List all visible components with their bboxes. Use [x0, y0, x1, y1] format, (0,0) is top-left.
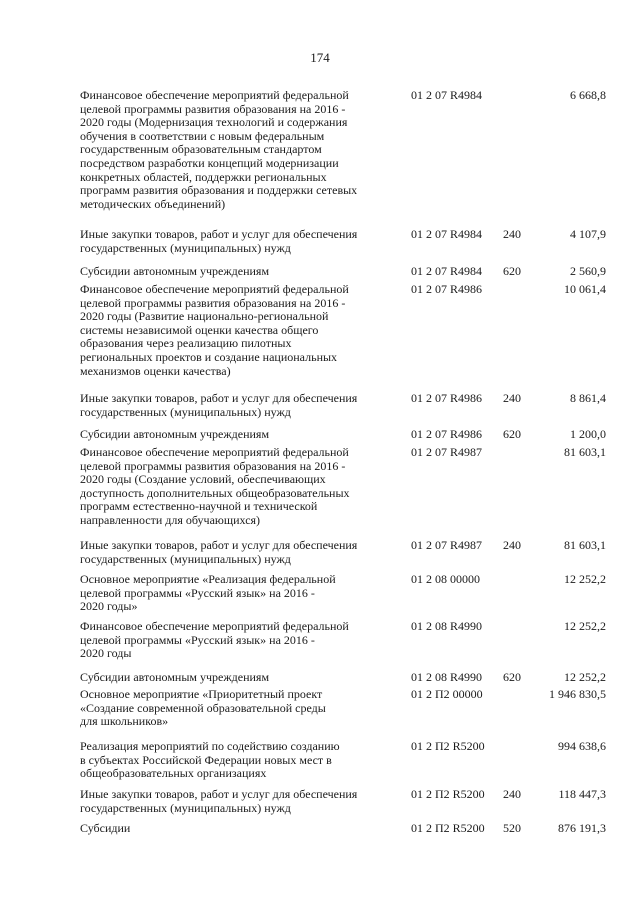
- description-line: доступность дополнительных общеобразовательных: [80, 485, 350, 500]
- row-amount: 1 946 830,5: [549, 687, 606, 701]
- description-line: государственных (муниципальных) нужд: [80, 240, 291, 255]
- description-line: «Создание современной образовательной среды: [80, 700, 326, 715]
- description-line: региональных проектов и создание национальных: [80, 349, 338, 364]
- row-description: [80, 428, 398, 442]
- description-line: образования через реализацию пилотных: [80, 336, 292, 351]
- row-amount: 994 638,6: [558, 739, 606, 753]
- description-line: программ развития образования и поддержки сетевых: [80, 183, 358, 198]
- description-line: государственным образовательным стандартом: [80, 142, 322, 157]
- row-description: [80, 788, 398, 815]
- description-line: направленности для обучающихся): [80, 512, 261, 527]
- row-description: [80, 740, 398, 781]
- row-description: [80, 822, 398, 836]
- row-description: [80, 89, 398, 211]
- description-line: общеобразовательных организациях: [80, 766, 267, 781]
- row-description: [80, 283, 398, 378]
- row-description: [80, 688, 398, 729]
- row-expense-type: 620: [503, 427, 521, 441]
- description-line: посредством разработки концепций модернизации: [80, 155, 339, 170]
- row-description: [80, 620, 398, 661]
- description-line: 2020 годы (Развитие национально-региональной: [80, 309, 329, 324]
- row-expense-type: 620: [503, 264, 521, 278]
- row-target-code: 01 2 07 R4986: [411, 282, 483, 296]
- row-amount: 2 560,9: [570, 264, 606, 278]
- description-line: государственных (муниципальных) нужд: [80, 404, 291, 419]
- row-target-code: 01 2 07 R4986: [411, 427, 483, 441]
- row-amount: 8 861,4: [570, 391, 606, 405]
- row-description: [80, 228, 398, 255]
- description-line: целевой программы развития образования на 2016 -: [80, 458, 346, 473]
- row-expense-type: 620: [503, 670, 521, 684]
- row-description: [80, 573, 398, 614]
- description-line: Субсидии: [80, 821, 131, 835]
- row-target-code: 01 2 07 R4984: [411, 88, 483, 102]
- row-description: [80, 539, 398, 566]
- description-line: методических объединений): [80, 196, 226, 211]
- row-amount: 10 061,4: [564, 282, 606, 296]
- row-expense-type: 520: [503, 821, 521, 835]
- row-target-code: 01 2 П2 R5200: [411, 787, 485, 801]
- row-description: [80, 392, 398, 419]
- description-line: Иные закупки товаров, работ и услуг для обеспечения: [80, 391, 358, 405]
- description-line: механизмов оценки качества): [80, 363, 231, 378]
- description-line: обучения в соответствии с новым федеральным: [80, 128, 325, 143]
- description-line: Основное мероприятие «Реализация федеральной: [80, 572, 336, 586]
- description-line: Субсидии автономным учреждениям: [80, 670, 270, 684]
- row-amount: 876 191,3: [558, 821, 606, 835]
- row-amount: 6 668,8: [570, 88, 606, 102]
- row-amount: 12 252,2: [564, 572, 606, 586]
- row-target-code: 01 2 08 R4990: [411, 670, 483, 684]
- description-line: Финансовое обеспечение мероприятий федеральной: [80, 88, 349, 102]
- description-line: конкретных областей, поддержки региональных: [80, 169, 327, 184]
- description-line: целевой программы «Русский язык» на 2016 -: [80, 585, 315, 600]
- description-line: целевой программы развития образования на 2016 -: [80, 101, 346, 116]
- description-line: целевой программы «Русский язык» на 2016 -: [80, 632, 315, 647]
- row-target-code: 01 2 П2 00000: [411, 687, 483, 701]
- description-line: Финансовое обеспечение мероприятий федеральной: [80, 445, 349, 459]
- row-target-code: 01 2 08 R4990: [411, 619, 483, 633]
- row-target-code: 01 2 07 R4984: [411, 227, 483, 241]
- row-amount: 81 603,1: [564, 445, 606, 459]
- row-expense-type: 240: [503, 538, 521, 552]
- row-amount: 4 107,9: [570, 227, 606, 241]
- description-line: целевой программы развития образования на 2016 -: [80, 295, 346, 310]
- row-amount: 81 603,1: [564, 538, 606, 552]
- row-description: [80, 671, 398, 685]
- row-amount: 12 252,2: [564, 619, 606, 633]
- description-line: Иные закупки товаров, работ и услуг для обеспечения: [80, 227, 358, 241]
- row-expense-type: 240: [503, 787, 521, 801]
- description-line: государственных (муниципальных) нужд: [80, 551, 291, 566]
- row-target-code: 01 2 07 R4987: [411, 445, 483, 459]
- row-target-code: 01 2 08 00000: [411, 572, 480, 586]
- row-amount: 12 252,2: [564, 670, 606, 684]
- description-line: Финансовое обеспечение мероприятий федеральной: [80, 619, 349, 633]
- description-line: Субсидии автономным учреждениям: [80, 264, 270, 278]
- row-description: [80, 446, 398, 528]
- row-expense-type: 240: [503, 391, 521, 405]
- row-expense-type: 240: [503, 227, 521, 241]
- row-description: [80, 265, 398, 279]
- description-line: 2020 годы (Модернизация технологий и содержания: [80, 115, 348, 130]
- description-line: Финансовое обеспечение мероприятий федеральной: [80, 282, 349, 296]
- description-line: 2020 годы»: [80, 599, 138, 614]
- page-number: 174: [310, 50, 330, 65]
- description-line: 2020 годы: [80, 646, 132, 661]
- description-line: в субъектах Российской Федерации новых мест в: [80, 752, 332, 767]
- row-target-code: 01 2 07 R4984: [411, 264, 483, 278]
- row-amount: 118 447,3: [558, 787, 606, 801]
- description-line: 2020 годы (Создание условий, обеспечивающих: [80, 472, 326, 487]
- description-line: для школьников»: [80, 714, 169, 729]
- row-target-code: 01 2 07 R4987: [411, 538, 483, 552]
- row-target-code: 01 2 П2 R5200: [411, 739, 485, 753]
- description-line: системы независимой оценки качества общего: [80, 322, 319, 337]
- row-target-code: 01 2 П2 R5200: [411, 821, 485, 835]
- description-line: Реализация мероприятий по содействию созданию: [80, 739, 340, 753]
- description-line: Субсидии автономным учреждениям: [80, 427, 270, 441]
- description-line: Иные закупки товаров, работ и услуг для обеспечения: [80, 787, 358, 801]
- row-target-code: 01 2 07 R4986: [411, 391, 483, 405]
- description-line: Иные закупки товаров, работ и услуг для обеспечения: [80, 538, 358, 552]
- description-line: Основное мероприятие «Приоритетный проект: [80, 687, 323, 701]
- row-amount: 1 200,0: [570, 427, 606, 441]
- description-line: программ естественно-научной и технической: [80, 499, 318, 514]
- description-line: государственных (муниципальных) нужд: [80, 800, 291, 815]
